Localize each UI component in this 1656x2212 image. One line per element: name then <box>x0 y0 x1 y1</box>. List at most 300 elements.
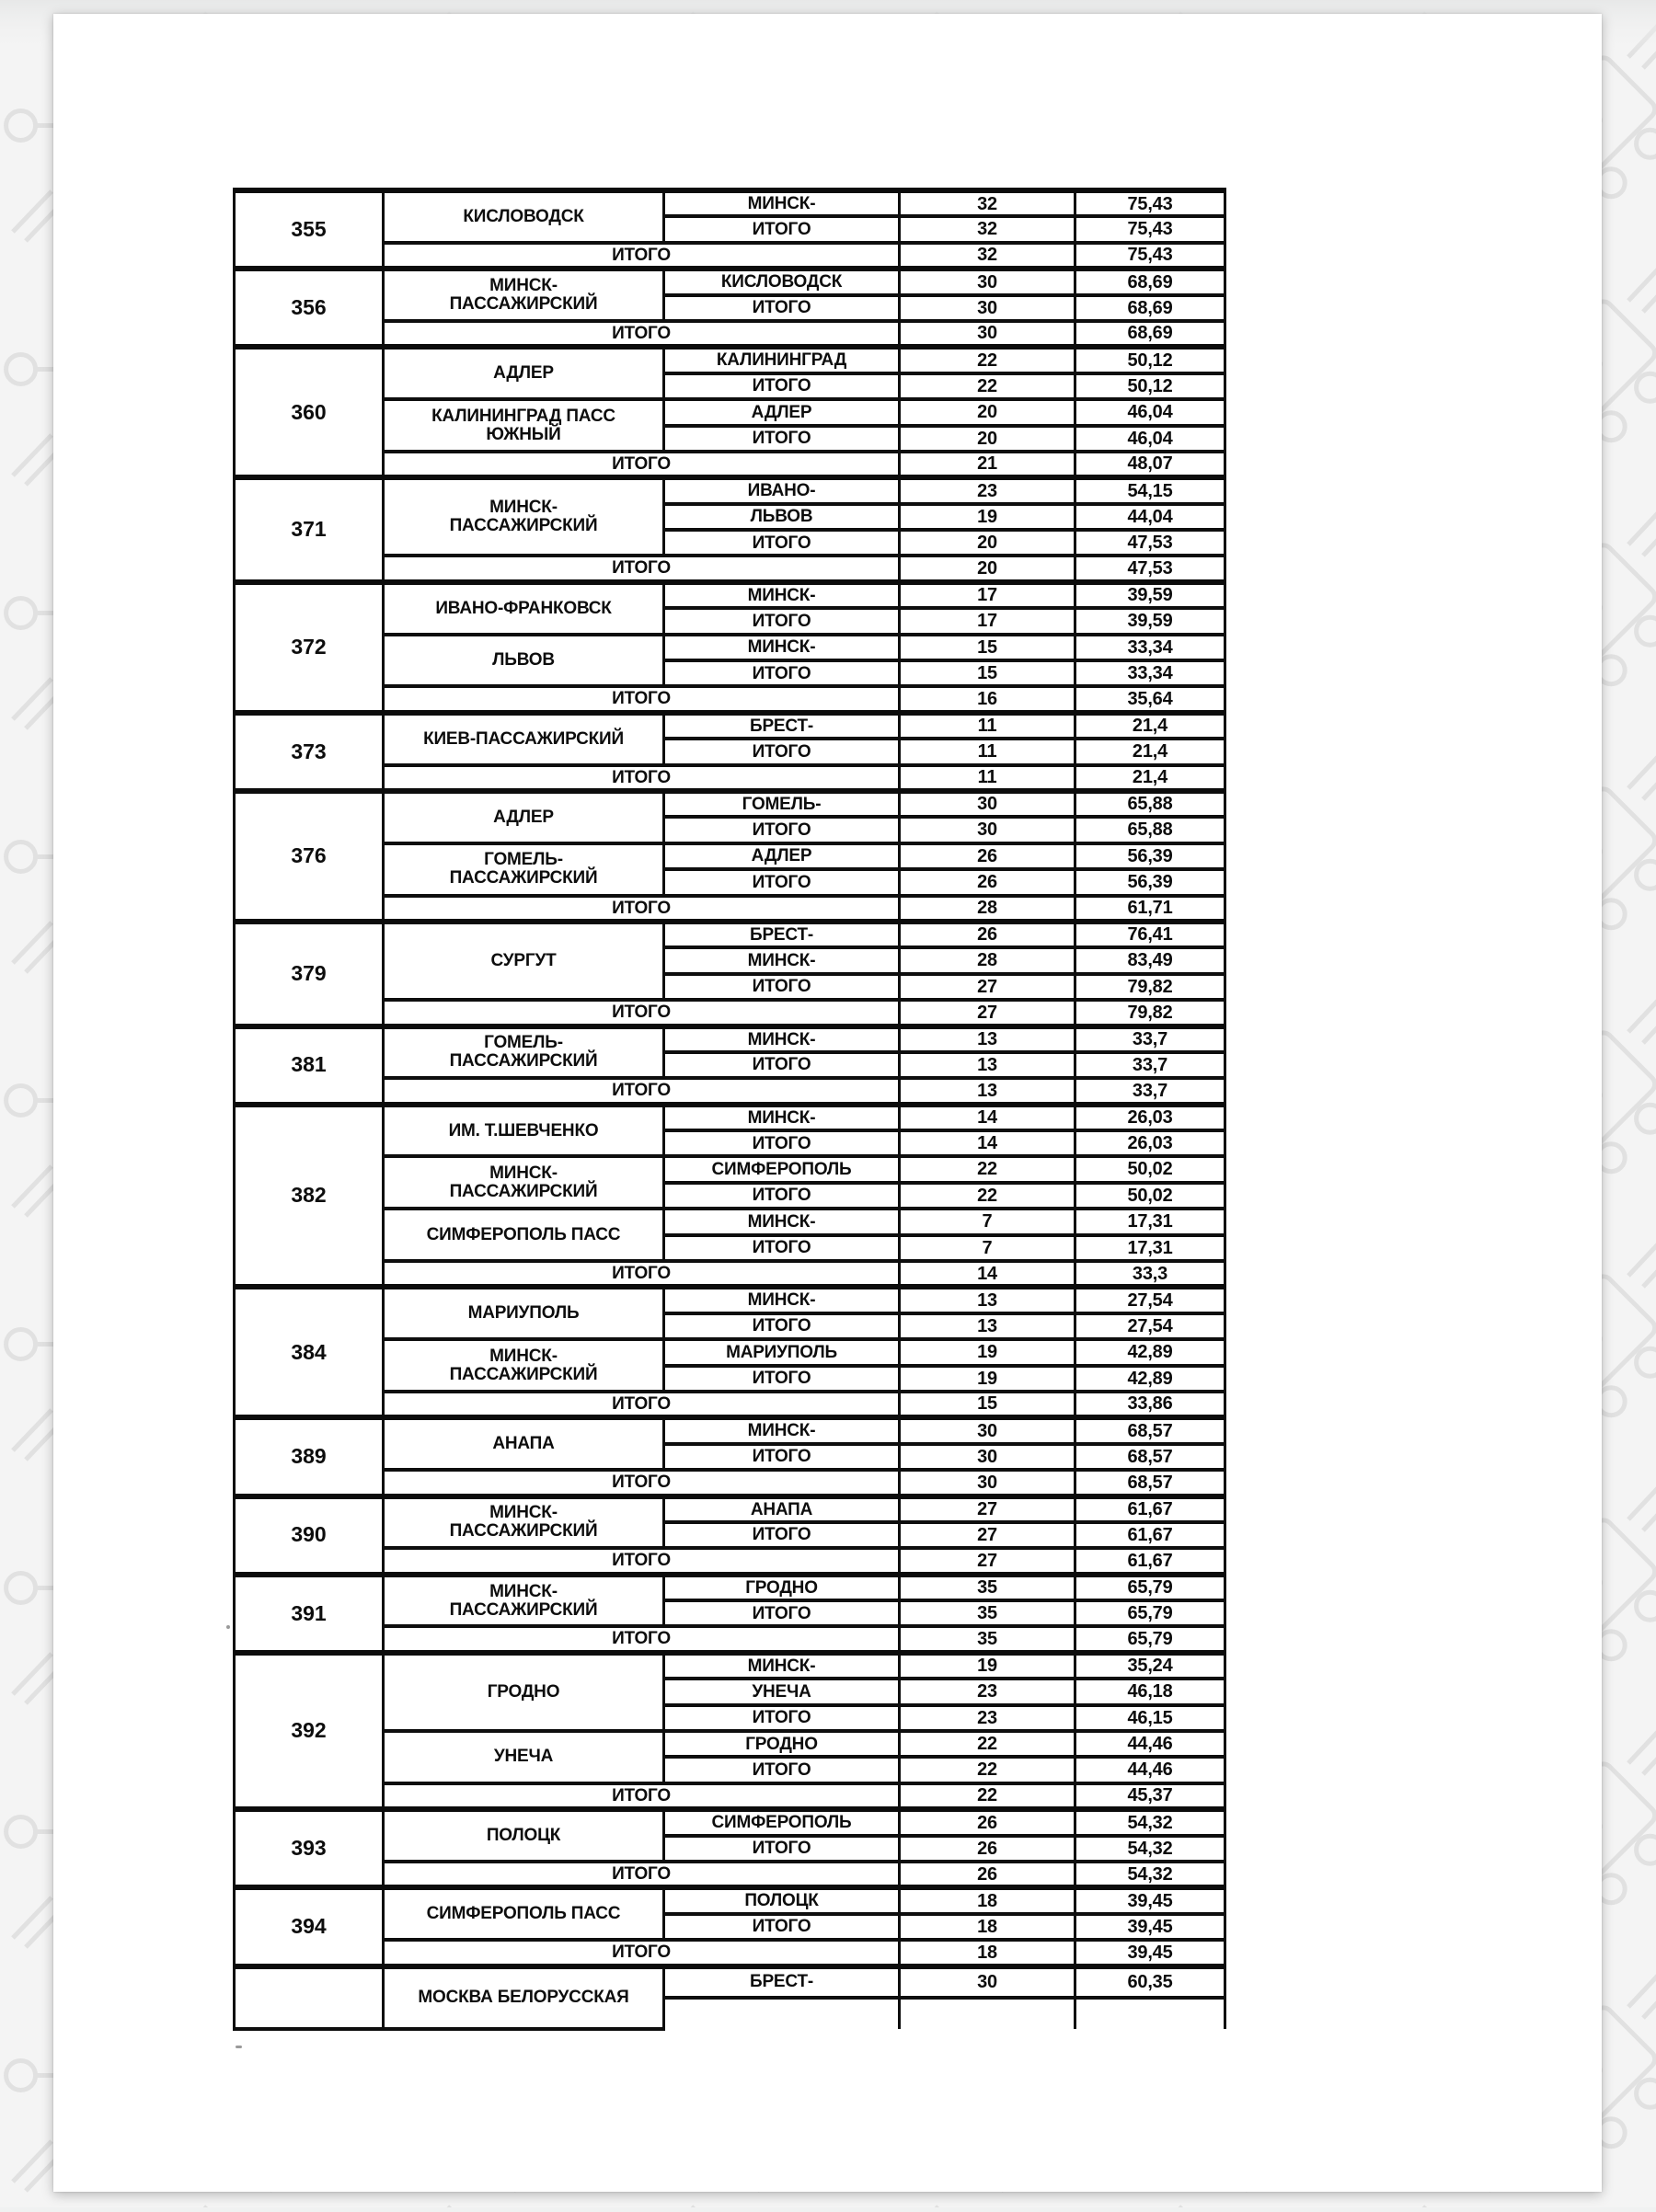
destination-cell: АНАПА <box>664 1496 900 1522</box>
count-cell: 11 <box>900 739 1075 764</box>
destination-cell: ИТОГО <box>664 1705 900 1731</box>
group-total-row <box>235 1261 1225 1287</box>
count-cell: 27 <box>900 1548 1075 1574</box>
percent-cell: 79,82 <box>1075 974 1225 1000</box>
percent-cell: 39,45 <box>1075 1914 1225 1940</box>
train-number-cell: 394 <box>235 1887 384 1966</box>
percent-cell: 61,67 <box>1075 1496 1225 1522</box>
table-row <box>235 269 1225 294</box>
train-number-cell: 390 <box>235 1496 384 1575</box>
station-name-line: МИНСК- <box>489 1163 558 1183</box>
table-row <box>235 582 1225 608</box>
count-cell: 28 <box>900 896 1075 922</box>
percent-cell: 61,71 <box>1075 896 1225 922</box>
train-group <box>235 347 1225 477</box>
percent-cell: 68,57 <box>1075 1417 1225 1443</box>
station-cell <box>384 190 664 243</box>
percent-cell: 76,41 <box>1075 922 1225 947</box>
destination-cell: МАРИУПОЛЬ <box>664 1339 900 1365</box>
count-cell: 13 <box>900 1313 1075 1339</box>
train-number-cell: 389 <box>235 1417 384 1496</box>
station-cell <box>384 791 664 843</box>
destination-cell: МИНСК- <box>664 947 900 973</box>
percent-cell: 27,54 <box>1075 1313 1225 1339</box>
station-name-line: МИНСК- <box>489 1346 558 1366</box>
percent-cell: 44,46 <box>1075 1757 1225 1782</box>
percent-cell: 68,69 <box>1075 321 1225 347</box>
count-cell: 35 <box>900 1600 1075 1626</box>
station-cell <box>384 1575 664 1627</box>
table-row <box>235 635 1225 660</box>
count-cell: 35 <box>900 1575 1075 1600</box>
percent-cell: 56,39 <box>1075 843 1225 869</box>
train-group <box>235 713 1225 791</box>
percent-cell: 65,79 <box>1075 1575 1225 1600</box>
train-group <box>235 1575 1225 1653</box>
count-cell: 22 <box>900 1757 1075 1782</box>
table-row <box>235 477 1225 503</box>
count-cell: 15 <box>900 1392 1075 1417</box>
percent-cell <box>1075 1998 1225 2029</box>
percent-cell: 83,49 <box>1075 947 1225 973</box>
table-row <box>235 843 1225 869</box>
count-cell: 30 <box>900 1470 1075 1496</box>
station-name-line: ЮЖНЫЙ <box>486 424 561 444</box>
scan-speck <box>226 1625 230 1629</box>
train-number-cell: 356 <box>235 269 384 347</box>
station-name-line: СУРГУТ <box>490 951 557 971</box>
station-cell <box>384 1339 664 1392</box>
count-cell: 20 <box>900 556 1075 581</box>
count-cell: 22 <box>900 373 1075 399</box>
station-cell <box>384 269 664 321</box>
count-cell: 22 <box>900 1731 1075 1757</box>
count-cell: 26 <box>900 1862 1075 1887</box>
station-name-line: КИСЛОВОДСК <box>463 206 584 226</box>
count-cell: 18 <box>900 1914 1075 1940</box>
station-cell <box>384 1417 664 1470</box>
percent-cell: 21,4 <box>1075 765 1225 791</box>
group-total-label: ИТОГО <box>384 556 900 581</box>
group-total-label: ИТОГО <box>384 1548 900 1574</box>
count-cell: 13 <box>900 1078 1075 1104</box>
table-row <box>235 1731 1225 1757</box>
count-cell: 26 <box>900 869 1075 895</box>
destination-cell: МИНСК- <box>664 1287 900 1312</box>
count-cell: 11 <box>900 713 1075 739</box>
station-cell <box>384 635 664 687</box>
count-cell: 13 <box>900 1287 1075 1312</box>
table-row <box>235 347 1225 372</box>
count-cell: 19 <box>900 1653 1075 1679</box>
station-cell <box>384 347 664 399</box>
count-cell: 26 <box>900 922 1075 947</box>
percent-cell: 42,89 <box>1075 1366 1225 1392</box>
train-number-cell: 376 <box>235 791 384 922</box>
train-group <box>235 1887 1225 1966</box>
percent-cell: 54,32 <box>1075 1836 1225 1862</box>
destination-cell: ИТОГО <box>664 817 900 842</box>
count-cell: 14 <box>900 1130 1075 1156</box>
destination-cell: ПОЛОЦК <box>664 1887 900 1913</box>
count-cell: 26 <box>900 843 1075 869</box>
group-total-row <box>235 1392 1225 1417</box>
group-total-row <box>235 1470 1225 1496</box>
destination-cell: ИТОГО <box>664 216 900 242</box>
station-cell <box>384 1156 664 1209</box>
count-cell: 32 <box>900 243 1075 269</box>
count-cell: 17 <box>900 582 1075 608</box>
station-name-line: ПАССАЖИРСКИЙ <box>449 294 598 315</box>
percent-cell: 17,31 <box>1075 1235 1225 1261</box>
route-table <box>233 188 1226 2031</box>
table-row <box>235 399 1225 425</box>
count-cell: 26 <box>900 1836 1075 1862</box>
table-row <box>235 922 1225 947</box>
percent-cell: 75,43 <box>1075 243 1225 269</box>
train-number-cell <box>235 1966 384 2029</box>
train-number-cell: 381 <box>235 1026 384 1105</box>
group-total-row <box>235 321 1225 347</box>
group-total-row <box>235 1862 1225 1887</box>
destination-cell: ИТОГО <box>664 1235 900 1261</box>
train-number-cell: 393 <box>235 1809 384 1887</box>
percent-cell: 33,86 <box>1075 1392 1225 1417</box>
percent-cell: 21,4 <box>1075 739 1225 764</box>
train-number-cell: 360 <box>235 347 384 477</box>
percent-cell: 56,39 <box>1075 869 1225 895</box>
train-number-cell: 392 <box>235 1653 384 1809</box>
group-total-row <box>235 1783 1225 1809</box>
group-total-label: ИТОГО <box>384 321 900 347</box>
count-cell: 19 <box>900 504 1075 530</box>
table-row <box>235 1339 1225 1365</box>
station-name-line: ПАССАЖИРСКИЙ <box>449 1181 598 1201</box>
percent-cell: 33,3 <box>1075 1261 1225 1287</box>
station-name-line: КИЕВ-ПАССАЖИРСКИЙ <box>423 728 624 749</box>
percent-cell: 33,7 <box>1075 1026 1225 1052</box>
group-total-label: ИТОГО <box>384 1078 900 1104</box>
destination-cell: МИНСК- <box>664 1105 900 1130</box>
percent-cell: 68,69 <box>1075 269 1225 294</box>
group-total-label: ИТОГО <box>384 1783 900 1809</box>
percent-cell: 47,53 <box>1075 556 1225 581</box>
percent-cell: 44,46 <box>1075 1731 1225 1757</box>
destination-cell: ИВАНО- <box>664 477 900 503</box>
station-name-line: ПАССАЖИРСКИЙ <box>449 1051 598 1072</box>
table-row <box>235 1209 1225 1234</box>
destination-cell: ИТОГО <box>664 1522 900 1548</box>
station-name-line: ПОЛОЦК <box>486 1826 561 1846</box>
count-cell: 17 <box>900 608 1075 634</box>
percent-cell: 79,82 <box>1075 1000 1225 1026</box>
percent-cell: 50,12 <box>1075 347 1225 372</box>
count-cell: 28 <box>900 947 1075 973</box>
percent-cell: 65,79 <box>1075 1626 1225 1652</box>
percent-cell: 50,12 <box>1075 373 1225 399</box>
percent-cell: 54,32 <box>1075 1862 1225 1887</box>
percent-cell: 46,04 <box>1075 426 1225 452</box>
count-cell: 32 <box>900 216 1075 242</box>
percent-cell: 35,64 <box>1075 686 1225 712</box>
count-cell: 22 <box>900 1156 1075 1182</box>
station-cell <box>384 582 664 635</box>
count-cell: 22 <box>900 347 1075 372</box>
percent-cell: 65,88 <box>1075 817 1225 842</box>
count-cell: 15 <box>900 635 1075 660</box>
destination-cell: ИТОГО <box>664 295 900 321</box>
table-row <box>235 1496 1225 1522</box>
percent-cell: 33,7 <box>1075 1052 1225 1078</box>
destination-cell: ИТОГО <box>664 1183 900 1209</box>
destination-cell: ИТОГО <box>664 1757 900 1782</box>
destination-cell: ИТОГО <box>664 1052 900 1078</box>
table-row <box>235 1156 1225 1182</box>
station-name-line: МИНСК- <box>489 276 558 296</box>
destination-cell: АДЛЕР <box>664 399 900 425</box>
train-group <box>235 1105 1225 1288</box>
table-row <box>235 1809 1225 1835</box>
station-name-line: МИНСК- <box>489 1581 558 1601</box>
station-cell <box>384 1966 664 2029</box>
table-row <box>235 1653 1225 1679</box>
destination-cell: ИТОГО <box>664 869 900 895</box>
station-name-line: АДЛЕР <box>493 363 554 384</box>
group-total-label: ИТОГО <box>384 686 900 712</box>
station-name-line: МИНСК- <box>489 498 558 518</box>
count-cell: 26 <box>900 1809 1075 1835</box>
station-name-line: ПАССАЖИРСКИЙ <box>449 1599 598 1620</box>
count-cell <box>900 1998 1075 2029</box>
station-name-line: СИМФЕРОПОЛЬ ПАСС <box>426 1224 621 1244</box>
count-cell: 35 <box>900 1626 1075 1652</box>
percent-cell: 68,69 <box>1075 295 1225 321</box>
count-cell: 11 <box>900 765 1075 791</box>
table-row <box>235 1887 1225 1913</box>
train-group <box>235 1417 1225 1496</box>
group-total-label: ИТОГО <box>384 1862 900 1887</box>
destination-cell: ИТОГО <box>664 426 900 452</box>
count-cell: 30 <box>900 1444 1075 1470</box>
station-name-line: ПАССАЖИРСКИЙ <box>449 1364 598 1384</box>
destination-cell: УНЕЧА <box>664 1679 900 1704</box>
destination-cell: МИНСК- <box>664 1026 900 1052</box>
destination-cell: КАЛИНИНГРАД <box>664 347 900 372</box>
percent-cell: 65,79 <box>1075 1600 1225 1626</box>
percent-cell: 27,54 <box>1075 1287 1225 1312</box>
destination-cell: АДЛЕР <box>664 843 900 869</box>
percent-cell: 39,59 <box>1075 582 1225 608</box>
group-total-row <box>235 243 1225 269</box>
train-number-cell: 372 <box>235 582 384 713</box>
destination-cell: ИТОГО <box>664 1836 900 1862</box>
destination-cell: ИТОГО <box>664 974 900 1000</box>
destination-cell: КИСЛОВОДСК <box>664 269 900 294</box>
station-cell <box>384 1731 664 1783</box>
station-name-line: СИМФЕРОПОЛЬ ПАСС <box>426 1904 621 1924</box>
count-cell: 32 <box>900 190 1075 216</box>
scanned-page <box>53 14 1602 2192</box>
count-cell: 27 <box>900 974 1075 1000</box>
destination-cell: ИТОГО <box>664 373 900 399</box>
destination-cell: МИНСК- <box>664 1209 900 1234</box>
destination-cell: ИТОГО <box>664 608 900 634</box>
percent-cell: 42,89 <box>1075 1339 1225 1365</box>
station-name-line: МОСКВА БЕЛОРУССКАЯ <box>418 1988 629 2008</box>
station-name-line: МИНСК- <box>489 1503 558 1523</box>
count-cell: 14 <box>900 1261 1075 1287</box>
count-cell: 22 <box>900 1783 1075 1809</box>
count-cell: 21 <box>900 452 1075 477</box>
station-cell <box>384 713 664 765</box>
group-total-label: ИТОГО <box>384 896 900 922</box>
train-number-cell: 384 <box>235 1287 384 1417</box>
station-cell <box>384 1887 664 1940</box>
group-total-label: ИТОГО <box>384 1261 900 1287</box>
train-group <box>235 1026 1225 1105</box>
percent-cell: 75,43 <box>1075 190 1225 216</box>
destination-cell: ИТОГО <box>664 660 900 686</box>
train-number-cell: 373 <box>235 713 384 791</box>
table-row <box>235 190 1225 216</box>
count-cell: 7 <box>900 1209 1075 1234</box>
station-cell <box>384 1809 664 1862</box>
group-total-row <box>235 896 1225 922</box>
count-cell: 27 <box>900 1000 1075 1026</box>
group-total-label: ИТОГО <box>384 243 900 269</box>
percent-cell: 46,15 <box>1075 1705 1225 1731</box>
percent-cell: 44,04 <box>1075 504 1225 530</box>
count-cell: 30 <box>900 817 1075 842</box>
percent-cell: 39,45 <box>1075 1940 1225 1966</box>
train-group <box>235 922 1225 1026</box>
count-cell: 14 <box>900 1105 1075 1130</box>
destination-cell: ЛЬВОВ <box>664 504 900 530</box>
percent-cell: 46,04 <box>1075 399 1225 425</box>
percent-cell: 45,37 <box>1075 1783 1225 1809</box>
group-total-row <box>235 686 1225 712</box>
destination-cell: ИТОГО <box>664 1600 900 1626</box>
table-row <box>235 1105 1225 1130</box>
group-total-label: ИТОГО <box>384 1000 900 1026</box>
destination-cell: ИТОГО <box>664 1313 900 1339</box>
destination-cell: БРЕСТ- <box>664 713 900 739</box>
count-cell: 7 <box>900 1235 1075 1261</box>
destination-cell: БРЕСТ- <box>664 1966 900 1998</box>
count-cell: 15 <box>900 660 1075 686</box>
station-name-line: ГРОДНО <box>487 1681 560 1702</box>
station-cell <box>384 1026 664 1079</box>
group-total-row <box>235 1548 1225 1574</box>
destination-cell: МИНСК- <box>664 582 900 608</box>
percent-cell: 61,67 <box>1075 1522 1225 1548</box>
destination-cell: ИТОГО <box>664 1130 900 1156</box>
count-cell: 30 <box>900 321 1075 347</box>
table-row <box>235 1026 1225 1052</box>
count-cell: 20 <box>900 530 1075 556</box>
count-cell: 27 <box>900 1522 1075 1548</box>
destination-cell: МИНСК- <box>664 1417 900 1443</box>
group-total-label: ИТОГО <box>384 452 900 477</box>
table-row <box>235 1417 1225 1443</box>
group-total-row <box>235 556 1225 581</box>
count-cell: 27 <box>900 1496 1075 1522</box>
percent-cell: 21,4 <box>1075 713 1225 739</box>
destination-cell: МИНСК- <box>664 190 900 216</box>
count-cell: 23 <box>900 477 1075 503</box>
group-total-label: ИТОГО <box>384 1940 900 1966</box>
train-group <box>235 1653 1225 1809</box>
percent-cell: 39,59 <box>1075 608 1225 634</box>
station-name-line: АНАПА <box>492 1434 555 1454</box>
station-name-line: ГОМЕЛЬ- <box>484 1033 563 1053</box>
train-group <box>235 791 1225 922</box>
count-cell: 18 <box>900 1887 1075 1913</box>
group-total-label: ИТОГО <box>384 1626 900 1652</box>
count-cell: 19 <box>900 1339 1075 1365</box>
count-cell: 13 <box>900 1026 1075 1052</box>
group-total-label: ИТОГО <box>384 1470 900 1496</box>
station-cell <box>384 399 664 452</box>
train-group <box>235 1287 1225 1417</box>
station-name-line: ПАССАЖИРСКИЙ <box>449 516 598 536</box>
percent-cell: 46,18 <box>1075 1679 1225 1704</box>
station-cell <box>384 1105 664 1157</box>
percent-cell: 33,34 <box>1075 660 1225 686</box>
count-cell: 20 <box>900 399 1075 425</box>
train-number-cell: 355 <box>235 190 384 269</box>
destination-cell: СИМФЕРОПОЛЬ <box>664 1156 900 1182</box>
station-cell <box>384 843 664 896</box>
train-group <box>235 190 1225 269</box>
group-total-label: ИТОГО <box>384 765 900 791</box>
percent-cell: 33,34 <box>1075 635 1225 660</box>
destination-cell: БРЕСТ- <box>664 922 900 947</box>
destination-cell: СИМФЕРОПОЛЬ <box>664 1809 900 1835</box>
percent-cell: 48,07 <box>1075 452 1225 477</box>
count-cell: 23 <box>900 1679 1075 1704</box>
percent-cell: 33,7 <box>1075 1078 1225 1104</box>
station-name-line: УНЕЧА <box>493 1747 554 1767</box>
count-cell: 16 <box>900 686 1075 712</box>
count-cell: 30 <box>900 1966 1075 1998</box>
percent-cell: 61,67 <box>1075 1548 1225 1574</box>
group-total-row <box>235 765 1225 791</box>
train-group <box>235 1966 1225 2029</box>
table-row <box>235 791 1225 817</box>
station-name-line: ПАССАЖИРСКИЙ <box>449 868 598 888</box>
destination-cell: ИТОГО <box>664 1366 900 1392</box>
table-row <box>235 1966 1225 1998</box>
destination-cell: ИТОГО <box>664 1914 900 1940</box>
count-cell: 30 <box>900 1417 1075 1443</box>
percent-cell: 54,15 <box>1075 477 1225 503</box>
station-cell <box>384 1209 664 1261</box>
table-row <box>235 1575 1225 1600</box>
station-name-line: ИМ. Т.ШЕВЧЕНКО <box>448 1120 599 1140</box>
count-cell: 30 <box>900 295 1075 321</box>
group-total-row <box>235 1000 1225 1026</box>
count-cell: 20 <box>900 426 1075 452</box>
train-group <box>235 269 1225 347</box>
station-cell <box>384 477 664 556</box>
station-name-line: ИВАНО-ФРАНКОВСК <box>435 598 612 618</box>
train-number-cell: 382 <box>235 1105 384 1288</box>
destination-cell: ГОМЕЛЬ- <box>664 791 900 817</box>
station-cell <box>384 1653 664 1731</box>
destination-cell: ИТОГО <box>664 739 900 764</box>
station-name-line: КАЛИНИНГРАД ПАСС <box>431 406 615 426</box>
